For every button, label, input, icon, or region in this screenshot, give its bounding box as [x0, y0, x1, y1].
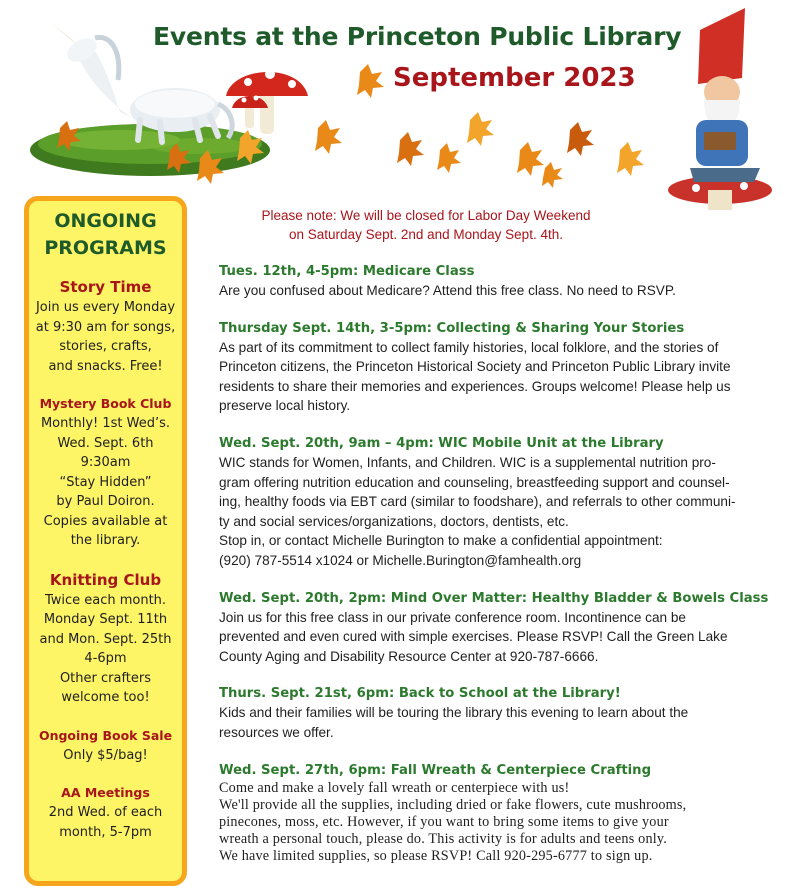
event-medicare-class — [219, 263, 774, 301]
page-header — [0, 0, 791, 215]
program-line: 2nd Wed. of each — [48, 805, 163, 820]
program-line: Join us every Monday — [35, 300, 176, 315]
sidebar-heading — [33, 208, 178, 262]
program-title: AA Meetings — [61, 785, 150, 800]
event-line: Are you confused about Medicare? Attend this free class. No need to RSVP. — [219, 283, 676, 298]
mushroom-image — [226, 69, 308, 134]
event-fall-wreath — [219, 762, 774, 865]
program-line: Copies available at — [43, 513, 168, 529]
program-knitting-club — [33, 569, 178, 708]
event-line: WIC stands for Women, Infants, and Children. WIC is a supplemental nutrition pro- — [219, 454, 716, 470]
event-line: (920) 787-5514 x1024 or Michelle.Burington@famhealth.org — [219, 552, 582, 568]
program-line: month, 5-7pm — [59, 824, 152, 840]
event-line: As part of its commitment to collect family histories, local folklore, and the stories of — [219, 339, 719, 355]
event-wic-mobile-unit — [219, 435, 774, 571]
gnome-image — [668, 8, 772, 210]
program-title: Mystery Book Club — [39, 396, 172, 411]
event-line: Kids and their families will be touring the library this evening to learn about the — [219, 705, 689, 721]
program-line: Other crafters — [59, 670, 152, 686]
event-title: Wed. Sept. 27th, 6pm: Fall Wreath & Centerpiece Crafting — [219, 762, 652, 778]
program-line: and snacks. Free! — [48, 358, 163, 374]
page-title: Events at the Princeton Public Library — [153, 22, 682, 51]
sidebar-heading-line: PROGRAMS — [44, 237, 167, 259]
event-title: Tues. 12th, 4-5pm: Medicare Class — [219, 264, 475, 279]
program-story-time — [33, 276, 178, 376]
program-line: welcome too! — [61, 690, 150, 705]
event-title: Thurs. Sept. 21st, 6pm: Back to School at the Library! — [219, 686, 621, 702]
program-line: Monday Sept. 11th — [43, 612, 168, 627]
closure-notice — [218, 206, 634, 244]
program-line: Twice each month. — [44, 592, 167, 608]
event-description — [219, 338, 774, 416]
event-description — [219, 780, 774, 865]
event-line: preserve local history. — [219, 398, 351, 414]
sidebar-heading-line: ONGOING — [54, 210, 157, 232]
program-line: at 9:30 am for songs, — [35, 319, 176, 335]
event-description — [219, 608, 774, 667]
event-line: Princeton citizens, the Princeton Historical Society and Princeton Public Library invite — [219, 359, 731, 375]
event-line: ty and social services/organizations, doctors, dentists, etc. — [219, 513, 569, 529]
notice-line: on Saturday Sept. 2nd and Monday Sept. 4th. — [289, 227, 563, 242]
event-title: Wed. Sept. 20th, 2pm: Mind Over Matter: Healthy Bladder & Bowels Class — [219, 590, 769, 606]
event-line: pinecones, moss, etc. However, if you want to bring some items to give your — [219, 813, 669, 830]
event-description — [219, 453, 774, 571]
event-line: residents to share their memories and experiences. Groups welcome! Please help us — [219, 378, 731, 394]
program-line: by Paul Doiron. — [56, 494, 155, 509]
event-line: Stop in, or contact Michelle Burington to make a confidential appointment: — [219, 533, 663, 549]
program-line: stories, crafts, — [59, 339, 152, 354]
program-line: Only $5/bag! — [63, 747, 148, 763]
notice-line: Please note: We will be closed for Labor Day Weekend — [261, 208, 591, 223]
program-title: Story Time — [59, 278, 152, 296]
event-sharing-stories — [219, 320, 774, 416]
events-list — [219, 263, 774, 884]
event-line: Join us for this free class in our private conference room. Incontinence can be — [219, 609, 686, 625]
program-line: “Stay Hidden” — [59, 474, 152, 490]
event-line: Come and make a lovely fall wreath or centerpiece with us! — [219, 779, 570, 796]
ongoing-programs-sidebar — [24, 196, 187, 886]
event-title: Thursday Sept. 14th, 3-5pm: Collecting & Sharing Your Stories — [219, 320, 685, 336]
event-back-to-school — [219, 685, 774, 742]
program-line: 9:30am — [80, 455, 131, 470]
program-title: Knitting Club — [49, 570, 162, 589]
program-line: 4-6pm — [84, 651, 127, 666]
event-line: gram offering nutrition education and counseling, breastfeeding support and counsel- — [219, 474, 730, 490]
program-mystery-book-club — [33, 394, 178, 551]
event-mind-over-matter — [219, 590, 774, 667]
event-line: County Aging and Disability Resource Center at 920-787-6666. — [219, 648, 599, 664]
event-line: We have limited supplies, so please RSVP! Call 920-295-6777 to sign up. — [219, 847, 653, 864]
event-line: resources we offer. — [219, 724, 334, 740]
event-line: We'll provide all the supplies, including dried or fake flowers, cute mushrooms, — [219, 796, 687, 813]
event-line: wreath a personal touch, please do. This activity is for adults and teens only. — [219, 830, 668, 847]
event-description — [219, 281, 774, 301]
program-aa-meetings — [33, 783, 178, 842]
event-description — [219, 703, 774, 742]
event-line: ing, healthy foods via EBT card (similar to foodshare), and referrals to other communi- — [219, 494, 736, 510]
program-line: and Mon. Sept. 25th — [39, 631, 172, 647]
program-line: Monthly! 1st Wed’s. — [40, 416, 171, 431]
page-subtitle-month: September 2023 — [393, 63, 636, 93]
program-line: the library. — [70, 533, 141, 548]
event-title: Wed. Sept. 20th, 9am – 4pm: WIC Mobile Unit at the Library — [219, 435, 664, 451]
program-title: Ongoing Book Sale — [38, 727, 173, 743]
event-line: prevented and even cured with simple exercises. Please RSVP! Call the Green Lake — [219, 629, 728, 645]
program-line: Wed. Sept. 6th — [57, 435, 154, 451]
program-ongoing-book-sale — [33, 726, 178, 766]
